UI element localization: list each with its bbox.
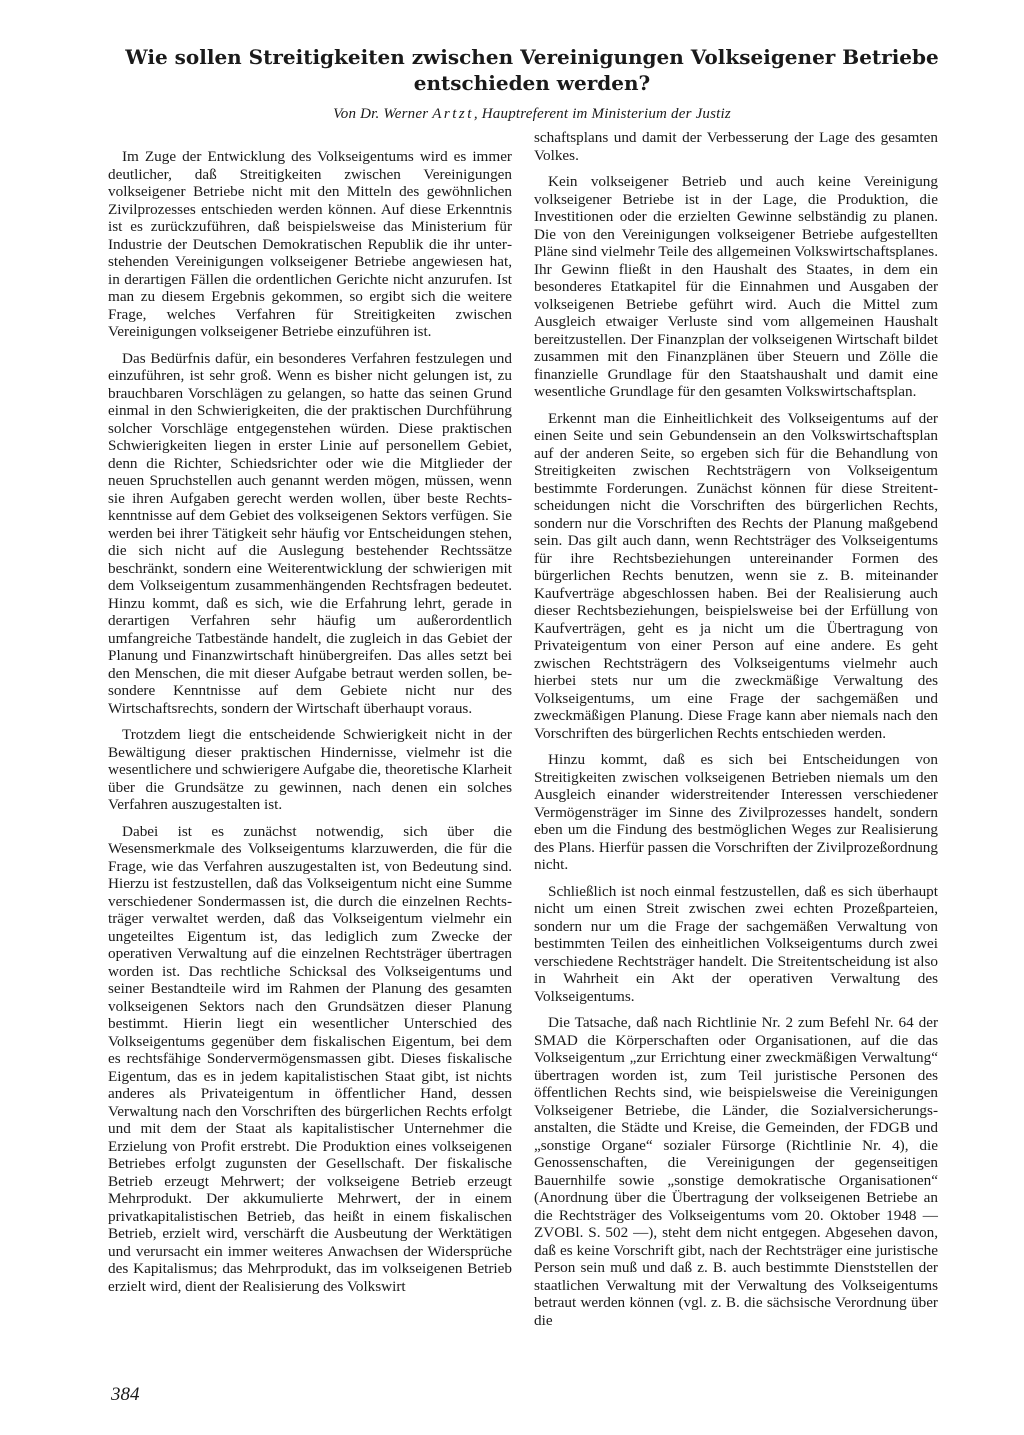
paragraph-continued: schaftsplans und damit der Verbesserung der Lage des gesamten Volkes. [534,129,938,164]
article-title: Wie sollen Streitigkeiten zwischen Vereinigungen Volkseigener Betriebe entschieden werden? [125,45,939,95]
paragraph: Schließlich ist noch einmal festzustellen, daß es sich überhaupt nicht um einen Streit zwischen zwei echten Prozeßparteien, sondern nur um die Frage der sachgemäßen Verwaltung von bestimmten Teilen des einheitlichen Volkseigentums durch zwei verschiedene Rechtsträger handelt. Die Streitentscheidung ist also in Wahrheit ein Akt der operativen Verwaltung des Volkseigentums. [534,882,938,1005]
paragraph: Kein volkseigener Betrieb und auch keine Vereinigung volkseigener Betriebe ist in der Lage, die Produktion, die Investitionen oder die erzielten Gewinne selbständig zu planen. Die von den Vereinigungen volkseigener Betriebe aufgestellten Pläne sind vielmehr Teile des allgemeinen Volkswirtschaftsplanes. Ihr Gewinn fließt in den Haushalt des Staates, in dem ein besonderes Etatkapitel für die Einnahmen und Ausgaben der volkseigenen Betriebe geführt wird. Auch die Mittel zum Ausgleich etwaiger Verluste sind vom allgemeinen Haushalt bereitzustellen. Der Finanzplan der volkseigenen Wirtschaft bildet zusammen mit den Finanzplänen über Steuern und Zölle die finanzielle Grundlage für den Staatshaushalt und damit eine wesentliche Grundlage für den gesamten Volkswirtschaftsplan. [534,173,938,400]
paragraph: Das Bedürfnis dafür, ein besonderes Verfahren festzulegen und einzuführen, ist sehr groß. Wenn es bisher nicht gelungen ist, zu brauchbaren Vorschlägen zu gelangen, so hatte das seinen Grund einmal in den Schwierigkeiten, die der praktischen Durchführung solcher Vorschläge entgegenstehen würden. Diese praktischen Schwierigkeiten liegen in erster Linie auf personellem Gebiet, denn die Richter, Schiedsrichter oder wie die Mitglieder der neuen Spruchstellen auch genannt werden mögen, müssen, wenn sie ihren Aufgaben gerecht werden wollen, über beste Rechtskenntnisse auf dem Gebiet des volkseigenen Sektors verfügen. Sie werden bei ihrer Tätigkeit sehr häufig vor Entscheidungen stehen, die sich nicht auf die Auslegung bestehender Rechtssätze beschränkt, sondern eine Weiterentwicklung der schwierigen mit dem Volkseigentum zusammenhängenden Rechtsfragen bedeutet. Hinzu kommt, daß es sich, wie die Erfahrung lehrt, gerade in derartigen Verfahren sehr häufig um außerordentlich umfangreiche Tatbestände handelt, die zugleich in das Gebiet der Planung und Finanzwirtschaft hinübergreifen. Das alles setzt bei den Menschen, die mit dieser Aufgabe betraut werden sollen, besondere Kenntnisse auf dem Gebiete nicht nur des Wirtschaftsrechts, sondern der Wirtschaft überhaupt voraus. [108,349,512,717]
author-name: Artzt [432,106,474,122]
article-header [100,44,964,123]
paragraph: Erkennt man die Einheitlichkeit des Volkseigentums auf der einen Seite und sein Gebundensein an den Volkswirtschaftsplan auf der anderen Seite, so ergeben sich für die Behandlung von Streitigkeiten zwischen Rechtsträgern von Volkseigentum bestimmte Forderungen. Zunächst können für diese Streitentscheidungen nicht die Vorschriften des bürgerlichen Rechts, sondern nur die Vorschriften des Rechts der Planung maßgebend sein. Das gilt auch dann, wenn Rechtsträger des Volkseigentums für ihre Rechtsbeziehungen untereinander Formen des bürgerlichen Rechts benutzen, wenn sie z. B. miteinander Kaufverträge abgeschlossen haben. Bei der Realisierung auch dieser Rechtsbeziehungen, beispielsweise bei der Erfüllung von Kaufverträgen, geht es ja nicht um die Übertragung von Privateigentum von einer Person auf eine andere. Es geht zwischen Rechtsträgern des Volkseigentums vielmehr auch hierbei stets nur um die zweckmäßige Verwaltung des Volkseigentums, um eine Frage der sachgemäßen und zweckmäßigen Planung. Diese Frage kann aber niemals nach den Vorschriften des bürgerlichen Rechts entschieden werden. [534,409,938,742]
paragraph: Trotzdem liegt die entscheidende Schwierigkeit nicht in der Bewältigung dieser praktischen Hindernisse, vielmehr ist die wesentlichere und schwierigere Aufgabe die, theoretische Klarheit über die Grundsätze zu gewinnen, nach denen ein solches Verfahren auszugestalten ist. [108,726,512,813]
right-column [534,129,938,1338]
author-prefix: Von Dr. Werner [333,106,433,122]
author-suffix: , Hauptreferent im Ministerium der Justiz [473,106,731,122]
paragraph: Im Zuge der Entwicklung des Volkseigentums wird es immer deutlicher, daß Streitigkeiten zwischen Vereinigungen volkseigener Betriebe nicht mit den Mitteln des gewöhnlichen Zivilprozesses entschieden werden können. Auf diese Erkenntnis ist es zurückzuführen, daß beispielsweise das Ministerium für Industrie der Deutschen Demokratischen Republik die ihr unterstehenden Vereinigungen volkseigener Betriebe angewiesen hat, in derartigen Fällen die ordentlichen Gerichte nicht anzurufen. Ist man zu diesem Ergebnis gekommen, so ergibt sich die weitere Frage, welches Verfahren für Streitigkeiten zwischen Vereinigungen volkseigener Betriebe einzuführen ist. [108,148,512,340]
page-number: 384 [111,1384,140,1405]
paragraph: Hinzu kommt, daß es sich bei Entscheidungen von Streitigkeiten zwischen volkseigenen Betrieben niemals um den Ausgleich einander widerstreitender Interessen verschiedener Vermögensträger im Sinne des Zivilprozesses handelt, sondern eben um die Findung des bestmöglichen Weges zur Realisierung des Plans. Hierfür passen die Vorschriften der Zivilprozeßordnung nicht. [534,751,938,873]
left-column [108,148,512,1304]
paragraph: Dabei ist es zunächst notwendig, sich über die Wesensmerkmale des Volkseigentums klarzuwerden, die für die Frage, wie das Verfahren auszugestalten ist, von Bedeutung sind. Hierzu ist festzustellen, daß das Volkseigentum nicht eine Summe verschiedener Sondermassen ist, die durch die einzelnen Rechtsträger verwaltet werden, daß das Volkseigentum vielmehr ein ungeteiltes Eigentum ist, das lediglich zum Zwecke der operativen Verwaltung auf die einzelnen Rechtsträger übertragen worden ist. Das rechtliche Schicksal des Volkseigentums und seiner Bestandteile wird im Rahmen der Planung des gesamten volkseigenen Sektors nach den Grundsätzen dieser Planung bestimmt. Hierin liegt ein wesentlicher Unterschied des Volkseigentums gegenüber dem fiskalischen Eigentum, bei dem es rechtsfähige Sondervermögensmassen gibt. Dieses fiskalische Eigentum, das es in jedem kapitalistischen Staat gibt, ist nichts anderes als Privateigentum in öffentlicher Hand, dessen Verwaltung nach den Vorschriften des bürgerlichen Rechts erfolgt und mit dem der Staat als kapitalistischer Unternehmer die Erzielung von Profit erstrebt. Die Produktion eines volkseigenen Betriebes erfolgt zugunsten der Gesellschaft. Der fiskalische Betrieb erzeugt Mehrwert; der volkseigene Betrieb erzeugt Mehrprodukt. Der akkumulierte Mehrwert, der in einem privatkapitalistischen Betrieb, das heißt in einem fiskalischen Betrieb, erzielt wird, verschärft die Ausbeutung der Werktätigen und verursacht ein immer weiteres Anwachsen der Widersprüche des Kapitalismus; das Mehrprodukt, das im volkseigenen Betrieb erzielt wird, dient der Realisierung des Volkswirt [108,822,512,1295]
paragraph: Die Tatsache, daß nach Richtlinie Nr. 2 zum Befehl Nr. 64 der SMAD die Körperschaften oder Organisationen, auf die das Volkseigentum „zur Errichtung einer zweckmäßigen Verwaltung“ übertragen worden ist, zum Teil juristische Personen des öffentlichen Rechts sind, wie beispielsweise die Vereinigungen Volkseigener Betriebe, die Länder, die Sozialversicherungsanstalten, die Städte und Kreise, die Gemeinden, der FDGB und „sonstige Organe“ sozialer Fürsorge (Richtlinie Nr. 4), die Genossenschaften, die Vereinigungen der gegenseitigen Bauernhilfe sowie „sonstige demokratische Organisationen“ (Anordnung über die Übertragung der volkseigenen Betriebe an die Rechtsträger des Volkseigentums vom 20. Oktober 1948 — ZVOBl. S. 502 —), steht dem nicht entgegen. Abgesehen davon, daß es keine Vorschrift gibt, nach der Rechtsträger eine juristische Person sein muß und daß z. B. auch bestimmte Dienststellen der staatlichen Verwaltung mit der Verwaltung des Volkseigentums betraut werden können (vgl. z. B. die sächsische Verordnung über die [534,1014,938,1329]
article-author-line [100,106,964,123]
